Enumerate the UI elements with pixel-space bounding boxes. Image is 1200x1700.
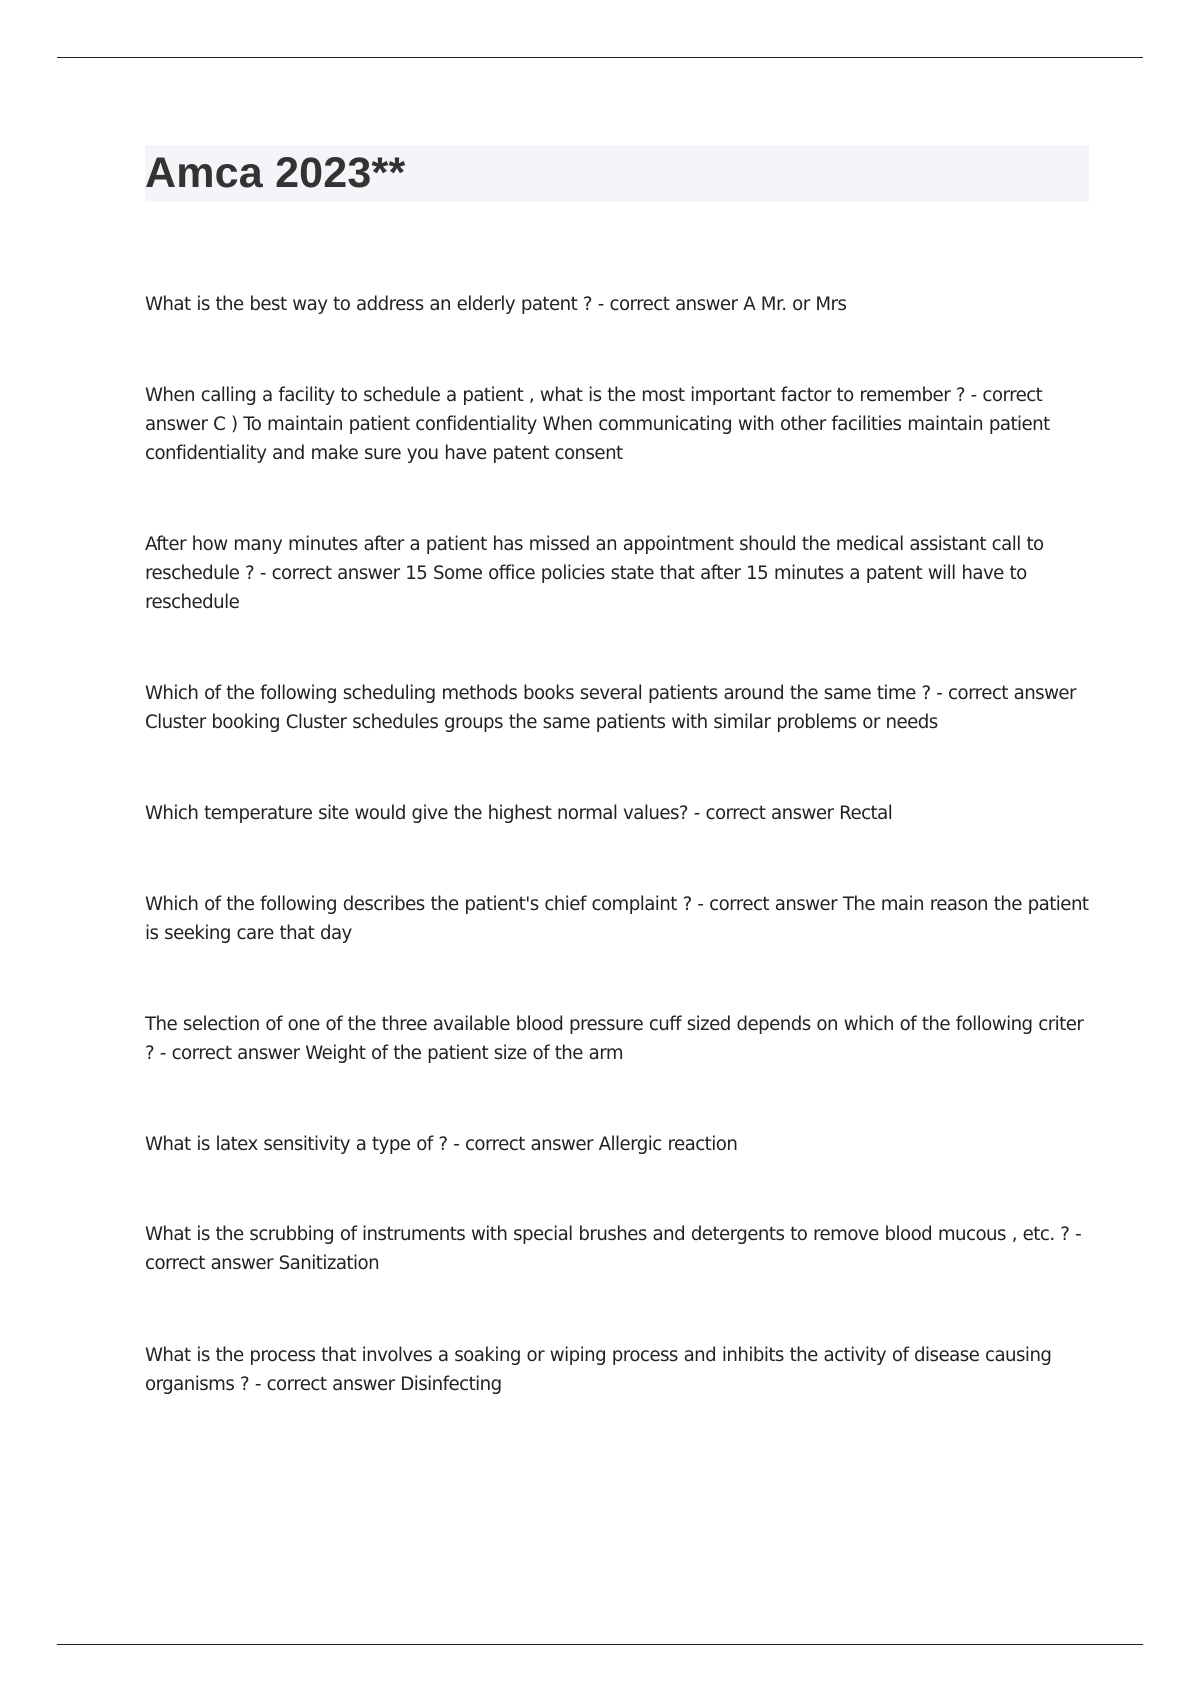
question-item-3: After how many minutes after a patient has missed an appointment should the medical assistant call to reschedule ? - correct answer 15 Some office policies state that after 15 minutes a patent will have to reschedule [145,534,1044,613]
question-item-6: Which of the following describes the patient's chief complaint ? - correct answer The main reason the patient is seeking care that day [145,894,1089,944]
question-item-7: The selection of one of the three available blood pressure cuff sized depends on which of the following criter ? - correct answer Weight of the patient size of the arm [145,1014,1084,1064]
footer-rule [57,1644,1143,1645]
question-item-2: When calling a facility to schedule a patient , what is the most important factor to remember ? - correct answer C ) To maintain patient confidentiality When communicating with other facilities maintain patient confidentiality and make sure you have patent consent [145,385,1050,464]
question-item-10: What is the process that involves a soaking or wiping process and inhibits the activity of disease causing organisms ? - correct answer Disinfecting [145,1345,1052,1395]
question-item-5: Which temperature site would give the highest normal values? - correct answer Rectal [145,803,893,824]
question-item-4: Which of the following scheduling methods books several patients around the same time ? - correct answer Cluster booking Cluster schedules groups the same patients with similar problems or needs [145,683,1076,733]
question-item-8: What is latex sensitivity a type of ? - correct answer Allergic reaction [145,1134,738,1155]
question-item-1: What is the best way to address an elderly patent ? - correct answer A Mr. or Mrs [145,294,847,315]
question-item-9: What is the scrubbing of instruments with special brushes and detergents to remove blood mucous , etc. ? - correct answer Sanitization [145,1224,1082,1274]
header-rule [57,57,1143,58]
document-title: Amca 2023** [145,149,406,197]
